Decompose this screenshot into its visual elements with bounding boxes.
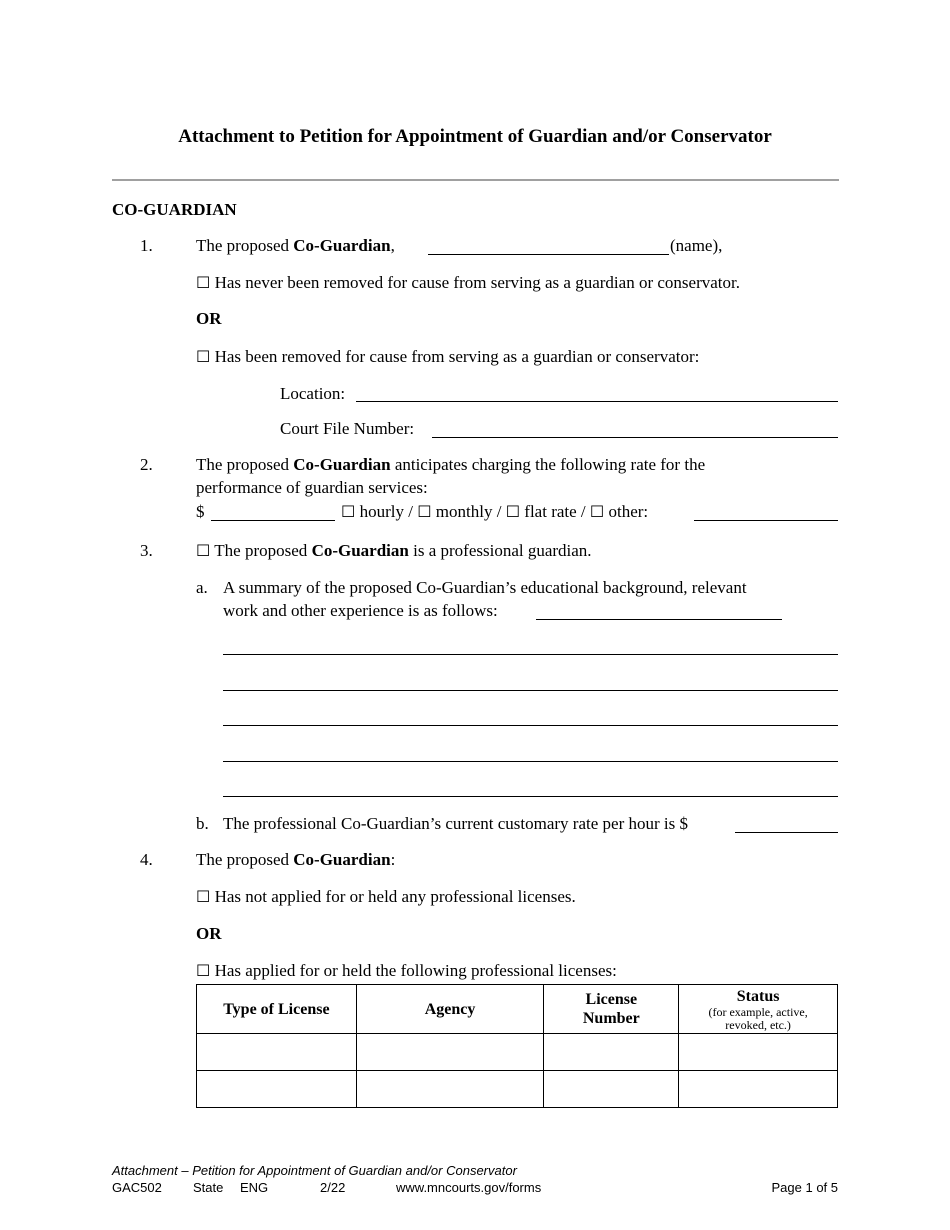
experience-field-line-1[interactable] bbox=[536, 619, 782, 620]
never-removed-checkbox[interactable]: ☐ bbox=[196, 273, 211, 292]
rate-options: ☐ hourly / ☐ monthly / ☐ flat rate / ☐ other: bbox=[341, 502, 649, 521]
item-3b-label: b. bbox=[196, 814, 209, 833]
monthly-checkbox[interactable]: ☐ bbox=[417, 502, 432, 521]
item-2-text-line2: performance of guardian services: bbox=[196, 478, 428, 497]
experience-field-line-5[interactable] bbox=[223, 761, 838, 762]
table-row bbox=[197, 1071, 838, 1108]
option-held-licenses: ☐ Has applied for or held the following professional licenses: bbox=[196, 961, 617, 980]
item-4-text: The proposed Co-Guardian: bbox=[196, 850, 396, 869]
removed-checkbox[interactable]: ☐ bbox=[196, 347, 211, 366]
header-type-of-license: Type of License bbox=[197, 985, 357, 1034]
header-agency: Agency bbox=[356, 985, 544, 1034]
footer-language: ENG bbox=[240, 1180, 269, 1195]
license-table bbox=[196, 984, 838, 1108]
status-cell[interactable] bbox=[679, 1071, 838, 1108]
option-removed: ☐ Has been removed for cause from serving as a guardian or conservator: bbox=[196, 347, 700, 366]
section-heading: CO-GUARDIAN bbox=[112, 200, 237, 219]
title-divider bbox=[112, 179, 839, 181]
name-label: (name), bbox=[670, 236, 723, 255]
court-file-number-field[interactable] bbox=[432, 437, 838, 438]
item-2-number: 2. bbox=[140, 455, 153, 474]
location-field[interactable] bbox=[356, 401, 838, 402]
status-cell[interactable] bbox=[679, 1034, 838, 1071]
form-title: Attachment to Petition for Appointment of Guardian and/or Conservator bbox=[178, 126, 772, 147]
hourly-rate-field[interactable] bbox=[735, 832, 838, 833]
other-rate-field[interactable] bbox=[694, 520, 838, 521]
co-guardian-name-field[interactable] bbox=[428, 254, 669, 255]
professional-guardian-checkbox[interactable]: ☐ bbox=[196, 541, 211, 560]
table-row bbox=[197, 1034, 838, 1071]
experience-field-line-3[interactable] bbox=[223, 690, 838, 691]
item-3a-label: a. bbox=[196, 578, 208, 597]
item-3b-text: The professional Co-Guardian’s current customary rate per hour is $ bbox=[223, 814, 688, 833]
item-3-text: ☐ The proposed Co-Guardian is a professional guardian. bbox=[196, 541, 592, 560]
option-never-removed: ☐ Has never been removed for cause from serving as a guardian or conservator. bbox=[196, 273, 740, 292]
dollar-sign: $ bbox=[196, 502, 205, 521]
footer-form-code: GAC502 bbox=[112, 1180, 162, 1195]
hourly-checkbox[interactable]: ☐ bbox=[341, 502, 356, 521]
license-table-header bbox=[197, 985, 838, 1034]
footer-date: 2/22 bbox=[320, 1180, 346, 1195]
experience-field-line-4[interactable] bbox=[223, 725, 838, 726]
type-of-license-cell[interactable] bbox=[197, 1034, 357, 1071]
header-license-number: License Number bbox=[544, 985, 679, 1034]
location-label: Location: bbox=[280, 384, 346, 403]
experience-field-line-2[interactable] bbox=[223, 654, 838, 655]
license-number-cell[interactable] bbox=[544, 1034, 679, 1071]
rate-amount-field[interactable] bbox=[211, 520, 335, 521]
held-licenses-checkbox[interactable]: ☐ bbox=[196, 961, 211, 980]
footer-title: Attachment – Petition for Appointment of Guardian and/or Conservator bbox=[112, 1163, 517, 1178]
item-3-number: 3. bbox=[140, 541, 153, 560]
item-1-text: The proposed Co-Guardian, bbox=[196, 236, 395, 255]
item-1-number: 1. bbox=[140, 236, 153, 255]
item-3a-text-line2: work and other experience is as follows: bbox=[223, 601, 498, 620]
item-4-number: 4. bbox=[140, 850, 153, 869]
or-label-1: OR bbox=[196, 309, 222, 328]
court-file-number-label: Court File Number: bbox=[280, 419, 415, 438]
type-of-license-cell[interactable] bbox=[197, 1071, 357, 1108]
no-licenses-checkbox[interactable]: ☐ bbox=[196, 887, 211, 906]
flat-rate-checkbox[interactable]: ☐ bbox=[505, 502, 521, 521]
license-number-cell[interactable] bbox=[544, 1071, 679, 1108]
agency-cell[interactable] bbox=[356, 1071, 544, 1108]
option-no-licenses: ☐ Has not applied for or held any professional licenses. bbox=[196, 887, 576, 906]
item-3a-text-line1: A summary of the proposed Co-Guardian’s educational background, relevant bbox=[223, 578, 747, 597]
or-label-2: OR bbox=[196, 924, 222, 943]
item-2-text-line1: The proposed Co-Guardian anticipates charging the following rate for the bbox=[196, 455, 706, 474]
experience-field-line-6[interactable] bbox=[223, 796, 838, 797]
footer-state: State bbox=[193, 1180, 224, 1195]
footer-url[interactable]: www.mncourts.gov/forms bbox=[396, 1180, 542, 1195]
header-status: Status (for example, active, revoked, etc.) bbox=[679, 985, 838, 1034]
agency-cell[interactable] bbox=[356, 1034, 544, 1071]
other-checkbox[interactable]: ☐ bbox=[589, 502, 605, 521]
footer-page-number: Page 1 of 5 bbox=[771, 1180, 838, 1195]
